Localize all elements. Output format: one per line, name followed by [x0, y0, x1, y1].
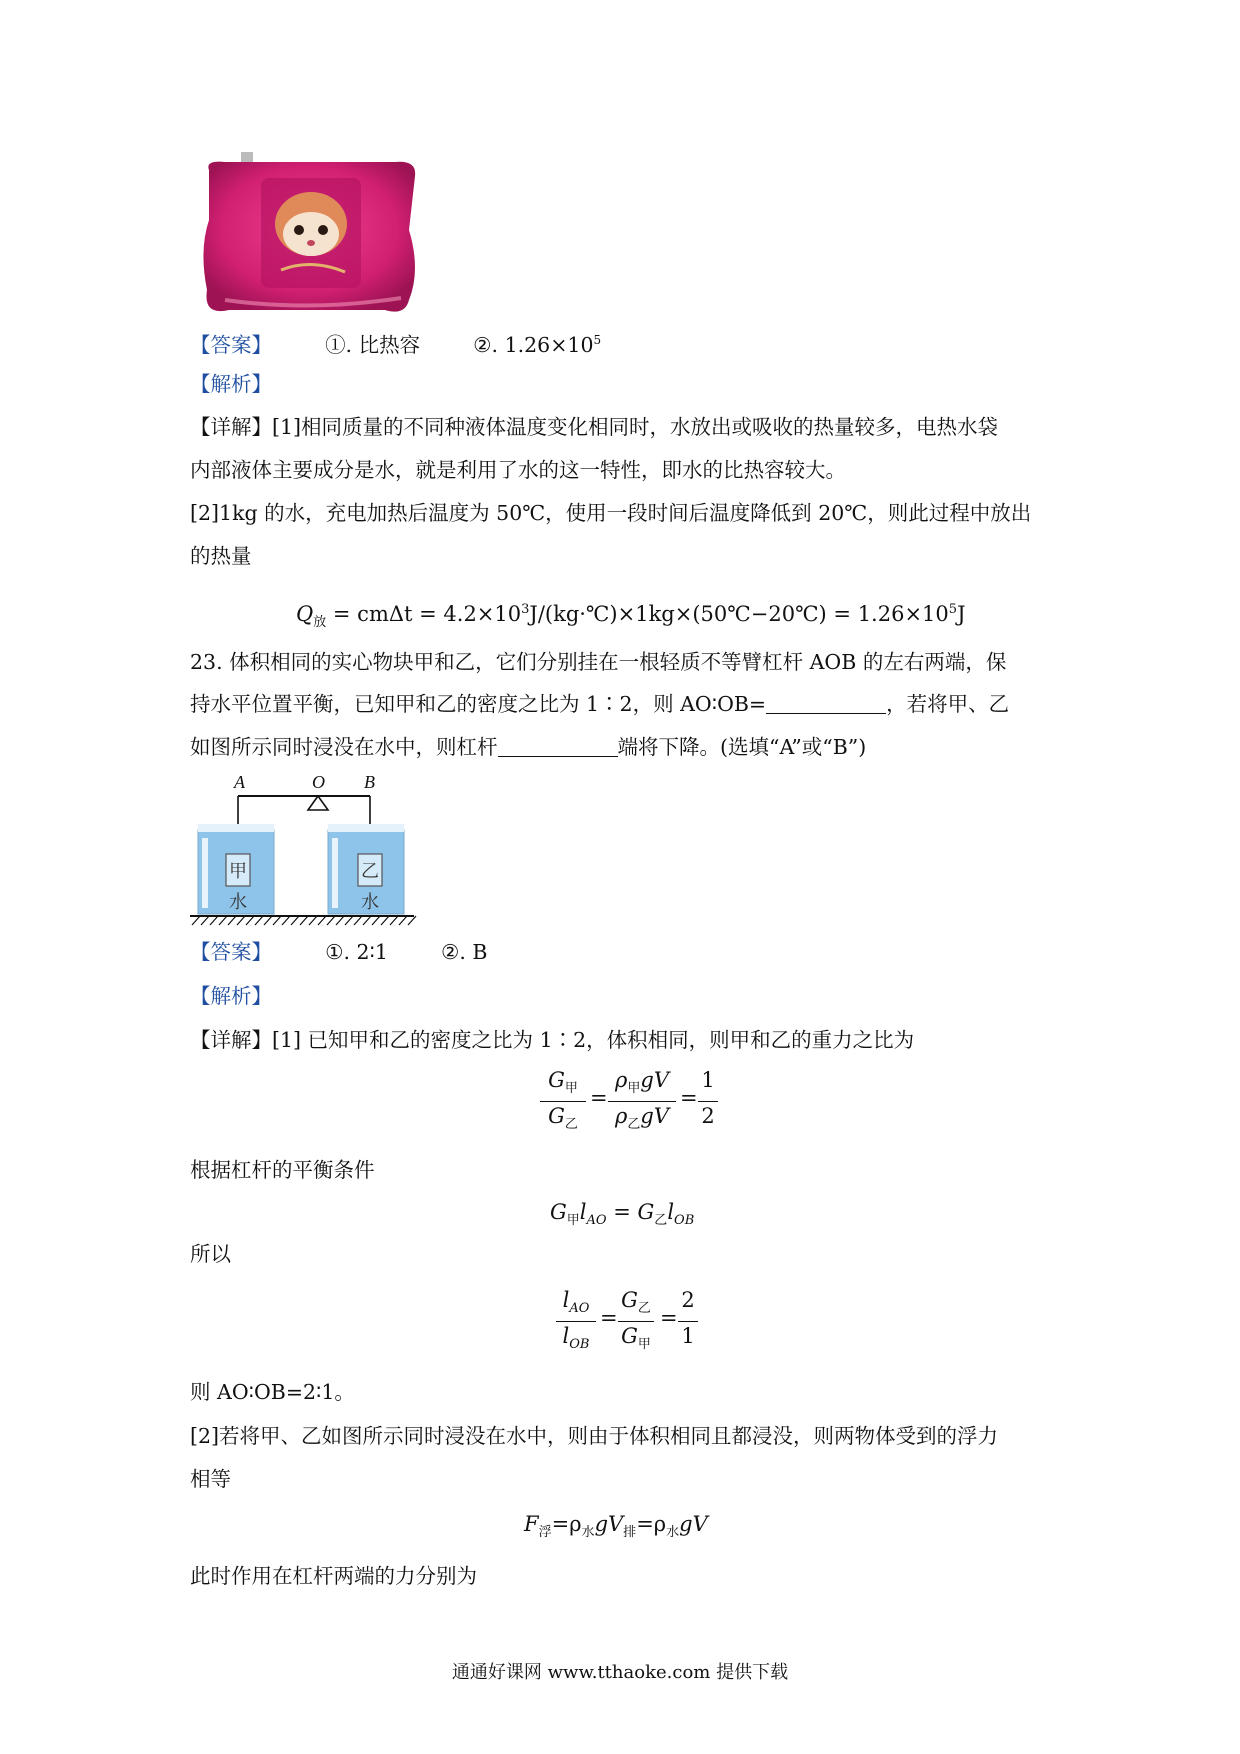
answer-2-part-2: ②. B [440, 940, 488, 964]
ratio-num-m: ρ [615, 1068, 628, 1092]
bal-l2: l [667, 1200, 675, 1224]
detail-tag-2: 【详解】 [190, 1028, 272, 1052]
detail-tag: 【详解】 [190, 415, 272, 439]
bal-l1-sub: AO [586, 1213, 607, 1229]
hatch-stroke [381, 916, 389, 925]
block-jia-label: 甲 [229, 861, 247, 882]
hatch-stroke [372, 916, 380, 925]
question-23-line-1: 23. 体积相同的实心物块甲和乙，它们分别挂在一根轻质不等臂杠杆 AOB 的左右两端，保 [190, 650, 1007, 674]
buoy-f-sub: 浮 [538, 1525, 552, 1541]
question-23-line-2a: 持水平位置平衡，已知甲和乙的密度之比为 1∶2，则 AO∶OB= [190, 692, 767, 716]
so-text: 所以 [190, 1242, 231, 1266]
hatch-stroke [228, 916, 236, 925]
hatch-stroke [201, 916, 209, 925]
answer-blank-2 [498, 734, 618, 757]
arm-num-m: G [621, 1288, 638, 1312]
bal-g2-sub: 乙 [654, 1213, 668, 1229]
ratio-den-l-sub: 乙 [564, 1117, 578, 1133]
lever-condition-text: 根据杠杆的平衡条件 [190, 1158, 375, 1182]
detail-2-line-2: [2]若将甲、乙如图所示同时浸没在水中，则由于体积相同且都浸没，则两物体受到的浮力 [190, 1424, 999, 1448]
hatch-stroke [264, 916, 272, 925]
hatch-stroke [363, 916, 371, 925]
question-23-line-3b: 端将下降。(选填“A”或“B”) [617, 735, 867, 759]
question-23-line-3 [190, 733, 866, 761]
answer-line-1 [190, 326, 601, 359]
bal-g1-sub: 甲 [566, 1213, 580, 1229]
hatch-stroke [291, 916, 299, 925]
arm-num-m-sub: 乙 [637, 1301, 651, 1317]
hatch-stroke [255, 916, 263, 925]
hatch-stroke [192, 916, 200, 925]
arm-num-l: l [562, 1288, 570, 1312]
result-text: 则 AO∶OB=2∶1。 [190, 1380, 355, 1404]
label-a: A [234, 772, 245, 792]
answer-2-part-1: ①. 2∶1 [325, 940, 388, 964]
heat-exp-2: 5 [948, 602, 958, 617]
hatch-stroke [399, 916, 407, 925]
arm-den-m: G [621, 1324, 638, 1348]
ratio-num-m-sub: 甲 [627, 1081, 641, 1097]
label-b: B [364, 772, 375, 792]
hatch-stroke [345, 916, 353, 925]
heat-q-sub: 放 [313, 615, 327, 631]
detail-2-line-3: 相等 [190, 1467, 231, 1491]
bal-g2: G [637, 1200, 655, 1224]
question-23-line-3a: 如图所示同时浸没在水中，则杠杆 [190, 735, 498, 759]
arm-den-l: l [562, 1324, 570, 1348]
ratio-num-m-tail: gV [640, 1068, 669, 1092]
hatch-stroke [336, 916, 344, 925]
buoy-f: F [524, 1512, 539, 1536]
detail-text: [1]相同质量的不同种液体温度变化相同时，水放出或吸收的热量较多，电热水袋 [272, 415, 999, 439]
detail-1-line-4: 的热量 [190, 544, 252, 568]
answer-part-1: ①. 比热容 [325, 332, 421, 357]
hatch-stroke [219, 916, 227, 925]
water-right-label: 水 [361, 892, 379, 913]
detail-1-line-3: [2]1kg 的水，充电加热后温度为 50℃，使用一段时间后温度降低到 20℃，则此过程中放出 [190, 501, 1032, 525]
ratio-den-m: ρ [615, 1104, 628, 1128]
ratio-den-m-tail: gV [640, 1104, 669, 1128]
hatch-stroke [390, 916, 398, 925]
buoy-t2: gV [679, 1512, 708, 1536]
bal-eq: = [606, 1200, 638, 1224]
arm-den-m-sub: 甲 [637, 1337, 651, 1353]
buoy-t1: gV [594, 1512, 624, 1536]
arm-num-r: 2 [681, 1288, 695, 1312]
arm-num-l-sub: AO [569, 1301, 590, 1317]
buoy-s2: 排 [623, 1525, 637, 1541]
arm-den-r: 1 [681, 1324, 695, 1348]
heat-rhs-3: J [957, 602, 966, 626]
hatch-stroke [309, 916, 317, 925]
analysis-tag-1: 【解析】 [190, 372, 272, 396]
detail-1-line-1 [190, 413, 998, 441]
block-yi-label: 乙 [361, 861, 379, 882]
analysis-tag-2: 【解析】 [190, 984, 272, 1008]
hot-water-bag-image [195, 150, 427, 318]
answer-blank-1 [766, 691, 886, 714]
ratio-num-l-sub: 甲 [564, 1081, 578, 1097]
hatch-stroke [210, 916, 218, 925]
answer-part-2-exponent: 5 [593, 333, 602, 347]
buoy-s3: 水 [666, 1525, 680, 1541]
answer-line-2 [190, 938, 487, 966]
bal-g1: G [550, 1200, 567, 1224]
detail-2-text: [1] 已知甲和乙的密度之比为 1∶2，体积相同，则甲和乙的重力之比为 [272, 1028, 915, 1052]
hatch-stroke [282, 916, 290, 925]
bal-l1: l [579, 1200, 587, 1224]
bal-l2-sub: OB [674, 1213, 695, 1229]
balance-equation [550, 1198, 694, 1235]
water-left-label: 水 [229, 892, 247, 913]
hatch-stroke [237, 916, 245, 925]
hatch-stroke [327, 916, 335, 925]
arm-ratio-equation: $l_{AO}$ $l_{OB}$ = $G_乙$ $G_甲$ = 2 1 [556, 1286, 706, 1356]
heat-rhs-2: J/(kg·℃)×1kg×(50℃−20℃) = 1.26×10 [529, 602, 949, 626]
detail-2-line-4: 此时作用在杠杆两端的力分别为 [190, 1564, 477, 1588]
lever-diagram [188, 768, 418, 928]
buoy-eq2: =ρ [636, 1512, 667, 1536]
hatch-stroke [246, 916, 254, 925]
ratio-num-l: G [548, 1068, 565, 1092]
answer-part-2: ②. 1.26×10 [473, 332, 594, 357]
hatch-stroke [354, 916, 362, 925]
heat-equation [296, 596, 965, 637]
answer-tag-2: 【答案】 [190, 940, 272, 964]
buoy-eq1: =ρ [551, 1512, 582, 1536]
page-footer: 通通好课网 www.tthaoke.com 提供下载 [451, 1662, 789, 1683]
ratio-num-r: 1 [701, 1068, 715, 1092]
heat-exp-1: 3 [521, 602, 530, 617]
heat-rhs-1: = cmΔt = 4.2×10 [326, 602, 522, 626]
ratio-den-m-sub: 乙 [627, 1117, 641, 1133]
buoy-s1: 水 [581, 1525, 595, 1541]
buoyancy-equation [524, 1510, 708, 1547]
hatch-stroke [408, 916, 416, 925]
detail-2-line-1 [190, 1026, 914, 1054]
heat-q: Q [296, 602, 314, 626]
answer-tag: 【答案】 [190, 332, 272, 357]
hatch-stroke [273, 916, 281, 925]
ratio-den-l: G [548, 1104, 565, 1128]
gravity-ratio-equation: $G_甲$ $G_乙$ = $\rho_甲gV$ $\rho_乙gV$ = 1 2 [540, 1066, 720, 1136]
ground-hatching [192, 916, 416, 925]
hatch-stroke [300, 916, 308, 925]
hatch-stroke [318, 916, 326, 925]
ratio-den-r: 2 [701, 1104, 715, 1128]
question-23-line-2 [190, 690, 1009, 718]
arm-den-l-sub: OB [569, 1337, 590, 1353]
question-23-line-2b: ，若将甲、乙 [886, 692, 1010, 716]
detail-1-line-2: 内部液体主要成分是水，就是利用了水的这一特性，即水的比热容较大。 [190, 458, 846, 482]
plug-icon [241, 152, 253, 162]
fulcrum-icon [308, 796, 328, 810]
label-o: O [312, 772, 325, 792]
